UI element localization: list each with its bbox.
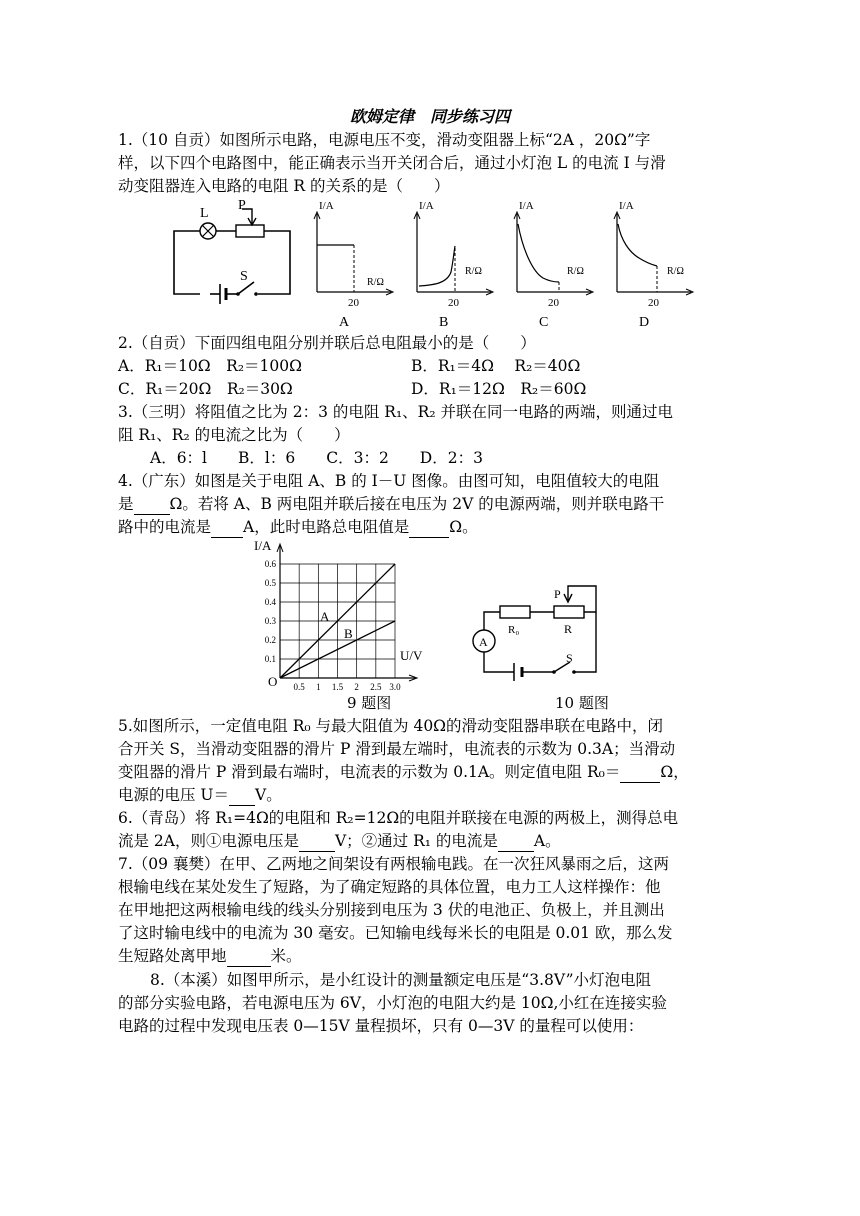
svg-text:20: 20 [348,297,359,309]
q1-line-1: 1.（10 自贡）如图所示电路，电源电压不变，滑动变阻器上标“2A ，20Ω”字 [118,131,651,149]
fig9-line-a-label: A [320,609,330,624]
fig9-origin: O [268,674,278,689]
q2-option-b: B．R₁＝4Ω R₂＝40Ω [411,357,581,375]
answer-blank [134,494,170,515]
svg-text:R/Ω: R/Ω [465,266,482,277]
q7-line-1: 7.（09 襄樊）在甲、乙两地之间架设有两根输电践。在一次狂风暴雨之后，这两 [118,855,669,873]
fig9-y-label: I/A [254,538,272,553]
q1-figure [160,196,700,332]
q4-line-1: 4.（广东）如图是关于电阻 A、B 的 I－U 图像。由图可知，电阻值较大的电阻 [118,472,660,490]
q5-line-1: 5.如图所示，一定值电阻 R₀ 与最大阻值为 40Ω的滑动变阻器串联在电路中，闭 [118,717,664,735]
fig10-p-label: P [554,587,561,601]
svg-text:20: 20 [648,297,659,309]
answer-blank [498,831,534,852]
fig10-r-label: R [564,622,573,636]
graph-b [414,200,493,330]
option-a-label: A [339,315,350,330]
q1-circuit [174,231,290,294]
q7-line-4: 了这时输电线中的电流为 30 毫安。已知输电线每米长的电阻是 0.01 欧，那么发 [118,924,673,942]
y-tick-label: 0.1 [264,654,276,664]
q3-line-2: 阻 R₁、R₂ 的电流之比为（ ） [118,426,350,444]
q2-option-c: C．R₁＝20Ω R₂＝30Ω [118,380,293,398]
q2-line-1: 2.（自贡）下面四组电阻分别并联后总电阻最小的是（ ） [118,334,536,352]
svg-text:I/A: I/A [619,200,634,212]
answer-blank [229,785,255,806]
answer-blank [227,946,271,967]
q8-line-2: 的部分实验电路，若电源电压为 6V，小灯泡的电阻大约是 10Ω,小红在连接实验 [118,994,667,1012]
switch-label: S [240,269,248,284]
q5-line-4: 电源的电压 U＝ V。 [118,786,282,804]
fig9-x-label: U/V [400,648,423,663]
x-tick-label: 1 [316,682,321,692]
svg-text:R/Ω: R/Ω [367,277,384,288]
q7-line-5: 生短路处离甲地 米。 [118,947,302,965]
graph-a [314,200,393,330]
x-tick-label: 0.5 [293,682,305,692]
option-c-label: C [539,315,549,330]
page-title: 欧姆定律 同步练习四 [349,107,510,126]
y-tick-label: 0.5 [264,578,276,588]
q7-line-2: 根输电线在某处发生了短路，为了确定短路的具体位置，电力工人这样操作：他 [118,878,661,896]
q8-line-3: 电路的过程中发现电压表 0—15V 量程损坏，只有 0—3V 的量程可以使用： [118,1017,644,1035]
q3-options: A．6：l B．l：6 C．3：2 D．2：3 [150,449,483,467]
q6-line-1: 6.（青岛）将 R₁=4Ω的电阻和 R₂=12Ω的电阻并联接在电源的两极上，测得总电 [118,809,679,827]
y-tick-label: 0.6 [264,559,276,569]
q2-option-d: D．R₁＝12Ω R₂＝60Ω [411,380,587,398]
q4-line-2: 是 Ω。若将 A、B 两电阻并联后接在电压为 2V 的电源两端，则并联电路干 [118,495,665,513]
svg-text:I/A: I/A [319,200,334,212]
rheostat-icon [236,225,264,237]
q1-line-3: 动变阻器连入电路的电阻 R 的关系的是（ ） [118,177,450,195]
lamp-label: L [200,206,209,221]
svg-text:I/A: I/A [519,200,534,212]
option-d-label: D [639,315,650,330]
q6-line-2: 流是 2A，则①电源电压是 V；②通过 R₁ 的电流是 A。 [118,832,561,850]
svg-text:R/Ω: R/Ω [567,266,584,277]
y-tick-label: 0.2 [264,635,276,645]
q1-line-2: 样，以下四个电路图中，能正确表示当开关闭合后，通过小灯泡 L 的电流 I 与滑 [118,154,666,172]
answer-blank [211,517,243,538]
svg-text:I/A: I/A [419,200,434,212]
fig10-caption: 10 题图 [555,694,609,712]
fig10-ammeter-label: A [479,635,488,649]
svg-text:20: 20 [548,297,559,309]
y-tick-label: 0.3 [264,616,276,626]
slider-label: P [238,198,246,213]
fig10-circuit [470,580,610,685]
fig9-caption: 9 题图 [347,694,392,712]
q5-line-2: 合开关 S，当滑动变阻器的滑片 P 滑到最左端时，电流表的示数为 0.3A；当滑动 [118,740,676,758]
q5-line-3: 变阻器的滑片 P 滑到最右端时，电流表的示数为 0.1A。则定值电阻 R₀＝ Ω， [118,763,689,781]
x-tick-label: 3.0 [389,682,401,692]
graph-c [514,200,593,330]
q7-line-3: 在甲地把这两根输电线的线头分别接到电压为 3 伏的电池正、负极上，并且测出 [118,901,665,919]
y-tick-label: 0.4 [264,597,276,607]
fig9-chart [240,536,423,692]
fig10-s-label: S [566,651,573,665]
x-tick-label: 2.5 [370,682,382,692]
answer-blank [409,517,449,538]
q3-line-1: 3.（三明）将阻值之比为 2：3 的电阻 R₁、R₂ 并联在同一电路的两端，则通过电 [118,403,673,421]
q8-line-1: 8.（本溪）如图甲所示，是小红设计的测量额定电压是“3.8V”小灯泡电阻 [150,971,652,989]
svg-text:20: 20 [448,297,459,309]
fig9-line-b-label: B [344,626,353,641]
r0-resistor-icon [500,606,530,618]
graph-d [614,200,693,330]
x-tick-label: 2 [354,682,359,692]
x-tick-label: 1.5 [331,682,344,692]
option-b-label: B [439,315,449,330]
svg-text:R/Ω: R/Ω [667,266,684,277]
q4-line-3: 路中的电流是 A，此时电路总电阻值是 Ω。 [118,518,478,536]
answer-blank [299,831,335,852]
fig10-r0-label: R₀ [508,624,520,636]
q2-option-a: A．R₁＝10Ω R₂＝100Ω [118,357,302,375]
answer-blank [620,762,660,783]
rheostat-icon [554,606,584,618]
